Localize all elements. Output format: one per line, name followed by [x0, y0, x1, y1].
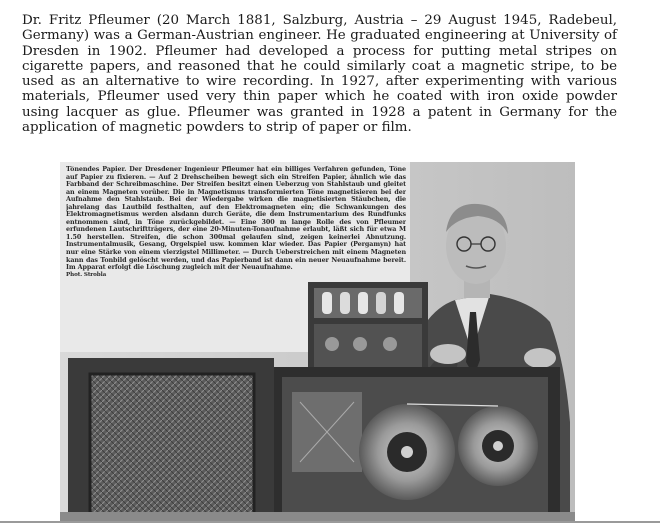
clipping-credit: Phot. Strobla — [66, 271, 107, 278]
clipping-text: Tönendes Papier. Der Dresdener Ingenieur Pfleumer hat ein billiges Verfahren gefunden, Töne auf Papier zu fixieren. — Auf 2 Drehscheiben bewegt sich ein Streifen Papier, ähnlich wie das Farbband der Schreibmaschine. Der Streifen besitzt einen Ueberzug von Stahlstaub und gleitet an einem Magneten vorüber. Die in Magnetismus transformierten Töne magnetisieren bei der Aufnahme den Stahlstaub. Bei der Wiedergabe wirken die magnetisierten Stäubchen, die jahrelang das Lautbild festhalten, auf den Elektromagneten ein; die Schwankungen des Elektromagnetismus werden alsdann durch Geräte, die dem Instrumentarium des Rundfunks entnommen sind, in Töne zurückgebildet. — Eine 300 m lange Rolle des von Pfleumer erfundenen Lautschriftträgers, der eine 20-Minuten-Tonaufnahme erlaubt, läßt sich für etwa M 1.50 herstellen. Streifen, die schon 300mal gelaufen sind, zeigen keinerlei Abnutzung. Instrumentalmusik, Gesang, Orgelspiel usw. kommen klar wieder. Das Papier (Pergamyn) hat nur eine Stärke von einem vierzigstel Millimeter. — Durch Ueberstreichen mit einem Magneten kann das Tonbild gelöscht werden, und das Papierband ist dann ein neuer Neuaufnahme bereit. Im Apparat erfolgt die Löschung zugleich mit der Neuaufnahme. — [66, 166, 406, 272]
newspaper-clipping — [66, 166, 406, 348]
tape-recorder — [270, 367, 560, 523]
article-paragraph: Dr. Fritz Pfleumer (20 March 1881, Salzburg, Austria – 29 August 1945, Radebeul, Germany) was a German-Austrian engineer. He graduated engineering at University of Dresden in 1902. Pfleumer had developed a process for putting metal stripes on cigarette papers, and reasoned that he could similarly coat a magnetic stripe, to be used as an alternative to wire recording. In 1927, after experimenting with various materials, Pfleumer used very thin paper which he coated with iron oxide powder using lacquer as glue. Pfleumer was granted in 1928 a patent in Germany for the application of magnetic powders to strip of paper or film. — [22, 13, 617, 136]
historical-photo — [60, 162, 575, 523]
loudspeaker-cabinet — [68, 358, 274, 523]
